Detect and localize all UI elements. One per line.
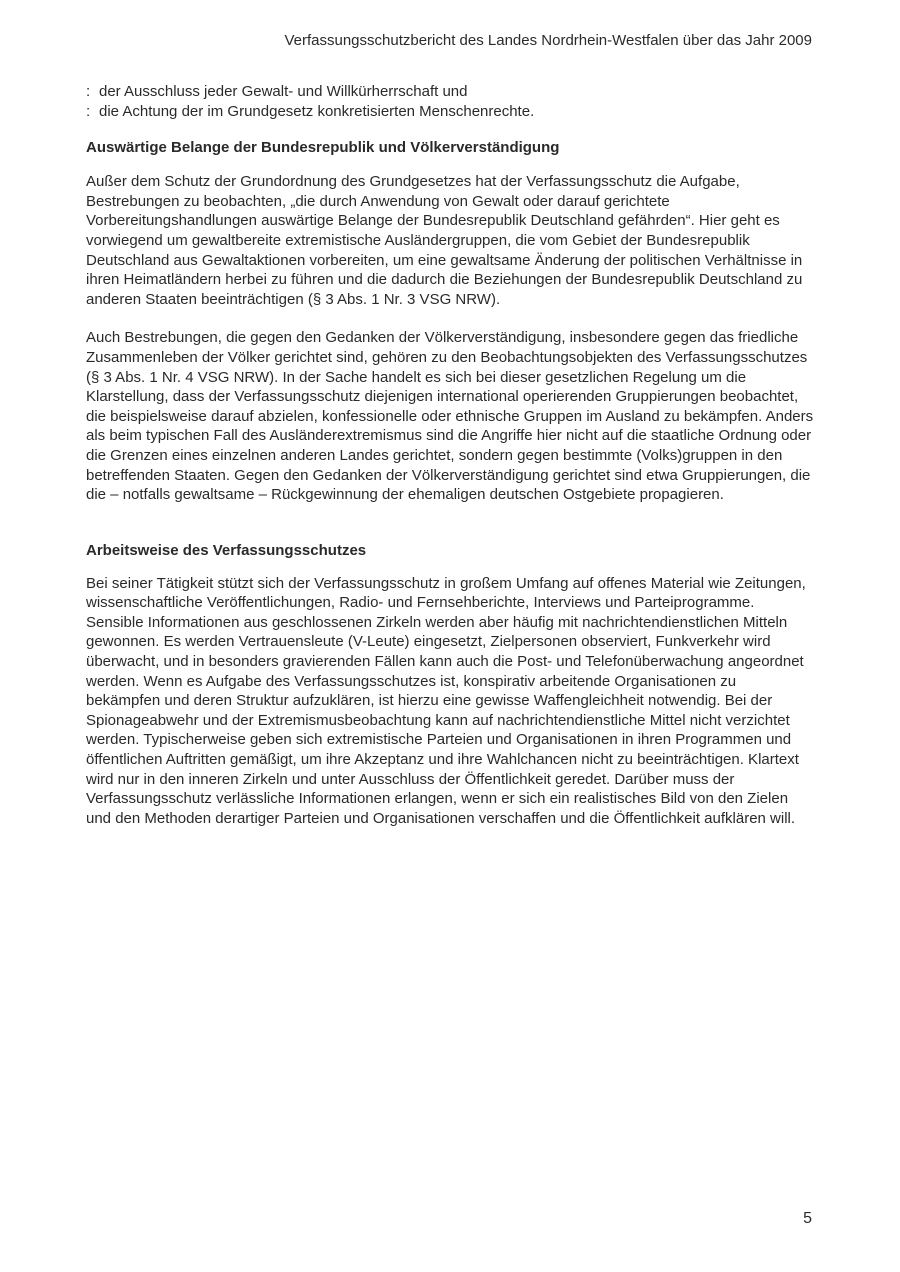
bullet-list — [86, 82, 814, 121]
paragraph: Auch Bestrebungen, die gegen den Gedanken der Völkerverständigung, insbesondere gegen das friedliche Zusammenleben der Völker gerichtet sind, gehören zu den Beobachtungsobjekten des Verfassungsschutzes (§ 3 Abs. 1 Nr. 4 VSG NRW). In der Sache handelt es sich bei dieser gesetzlichen Regelung um die Klarstellung, dass der Verfassungsschutz diejenigen international operierenden Gruppierungen beobachtet, die beispielsweise darauf abzielen, konfessionelle oder ethnische Gruppen im Ausland zu bekämpfen. Anders als beim typischen Fall des Ausländerextremismus sind die Angriffe hier nicht auf die staatliche Ordnung oder die Grenzen eines einzelnen anderen Landes gerichtet, sondern gegen bestimmte (Volks)gruppen in den betreffenden Staaten. Gegen den Gedanken der Völkerverständigung gerichtet sind etwa Gruppierungen, die die – notfalls gewaltsame – Rückgewinnung der ehemaligen deutschen Ostgebiete propagieren. — [86, 329, 814, 504]
paragraph: Außer dem Schutz der Grundordnung des Grundgesetzes hat der Verfassungsschutz die Aufgabe, Bestrebungen zu beobachten, „die durch Anwendung von Gewalt oder darauf gerichtete Vorbereitungshandlungen auswärtige Belange der Bundesrepublik Deutschland gefährden“. Hier geht es vorwiegend um gewaltbereite extremistische Ausländergruppen, die vom Gebiet der Bundesrepublik Deutschland aus Gewaltaktionen vorbereiten, um eine gewaltsame Änderung der politischen Verhältnisse in ihren Heimatländern herbei zu führen und die dadurch die Beziehungen der Bundesrepublik Deutschland zu anderen Staaten beeinträchtigen (§ 3 Abs. 1 Nr. 3 VSG NRW). — [86, 173, 803, 308]
paragraph: Bei seiner Tätigkeit stützt sich der Verfassungsschutz in großem Umfang auf offenes Material wie Zeitungen, wissenschaftliche Veröffentlichungen, Radio- und Fernsehberichte, Interviews und Parteiprogramme. Sensible Informationen aus geschlossenen Zirkeln werden aber häufig mit nachrichtendienstlichen Mitteln gewonnen. Es werden Vertrauensleute (V-Leute) eingesetzt, Zielpersonen observiert, Funkverkehr wird überwacht, und in besonders gravierenden Fällen kann auch die Post- und Telefonüberwachung angeordnet werden. Wenn es Aufgabe des Verfassungsschutzes ist, konspirativ arbeitende Organisationen zu bekämpfen und deren Struktur aufzuklären, ist hierzu eine gewisse Waffengleichheit notwendig. Bei der Spionageabwehr und der Extremismusbeobachtung kann auf nachrichtendienstliche Mittel nicht verzichtet werden. Typischerweise geben sich extremistische Parteien und Organisationen in ihren Programmen und öffentlichen Auftritten gemäßigt, um ihre Akzeptanz und ihre Wahlchancen nicht zu beeinträchtigen. Klartext wird nur in den inneren Zirkeln und unter Ausschluss der Öffentlichkeit geredet. Darüber muss der Verfassungsschutz verlässliche Informationen erlangen, wenn er sich ein realistisches Bild von den Zielen und den Methoden derartiger Parteien und Organisationen verschaffen und die Öffentlichkeit aufklären will. — [86, 574, 806, 827]
running-header: Verfassungsschutzbericht des Landes Nordrhein-Westfalen über das Jahr 2009 — [284, 32, 812, 49]
list-item-text: der Ausschluss jeder Gewalt- und Willkürherrschaft und — [99, 83, 468, 100]
bullet-marker: : — [86, 83, 91, 100]
list-item — [86, 102, 814, 122]
list-item-text: die Achtung der im Grundgesetz konkretisierten Menschenrechte. — [99, 102, 535, 120]
list-item — [86, 82, 814, 102]
bullet-marker: : — [86, 102, 91, 120]
page-number: 5 — [803, 1210, 812, 1227]
section-heading-arbeitsweise: Arbeitsweise des Verfassungsschutzes — [86, 541, 367, 559]
section-heading-auswaertige-belange: Auswärtige Belange der Bundesrepublik und Völkerverständigung — [86, 139, 560, 157]
page-body — [86, 82, 814, 828]
